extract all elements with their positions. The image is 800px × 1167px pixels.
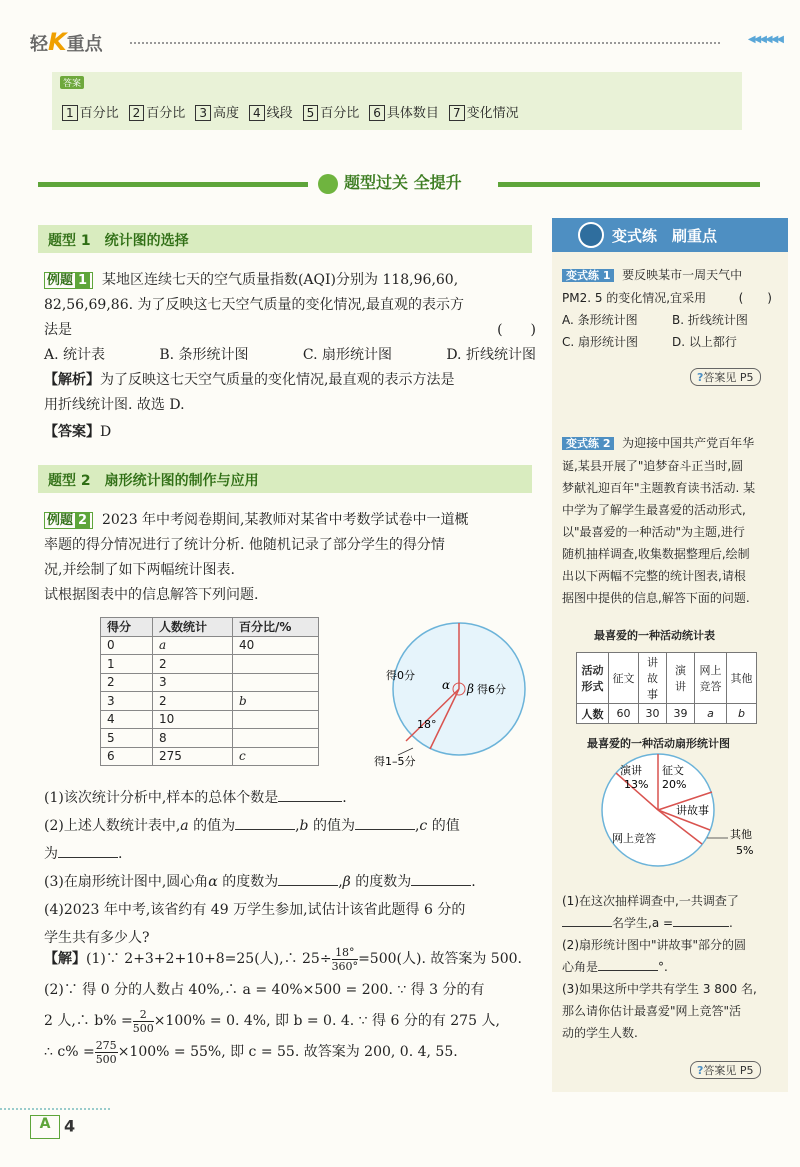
answer-item: 5 百分比 <box>303 102 360 121</box>
leader-line <box>398 748 413 755</box>
page-number: A 4 <box>30 1115 75 1139</box>
option-d: D. 折线统计图 <box>446 347 536 363</box>
see-answer-link-2[interactable]: ?答案见 P5 <box>690 1061 761 1079</box>
example1: 例题 1 某地区连续七天的空气质量指数(AQI)分别为 118,96,60, 82,56,69,86. 为了反映这七天空气质量的变化情况,最直观的表示方 法是 ( ) A. 统计表 B. 条形统计图 C. 扇形统计图 D. 折线统计图 【解析】为了反映这七天空气质量的变化情况,最直观的表示方法是 用折线统计图. 故选 D. 【答案】D <box>44 272 536 440</box>
pie-label-one-five: 得1–5分 <box>374 755 416 768</box>
table-row: 0 a 40 <box>101 636 319 655</box>
table-row: 5 8 <box>101 729 319 748</box>
table-row: 人数 60 30 39 a b <box>577 704 757 724</box>
globe-icon <box>318 174 338 194</box>
pie-label-essay: 征文 <box>662 764 684 777</box>
score-pie-chart <box>368 615 538 775</box>
pie-label-other-pct: 5% <box>736 844 754 857</box>
footer-divider <box>0 1108 110 1110</box>
answer-item: 3 高度 <box>195 102 239 121</box>
pie-label-online: 网上竞答 <box>612 832 656 845</box>
table-header-row: 得分 人数统计 百分比/% <box>101 618 319 637</box>
arrows-icon: ◀◀◀◀◀◀ <box>747 34 782 45</box>
table-row: 6 275 c <box>101 747 319 766</box>
variant1: 变式练 1 要反映某市一周天气中 PM2. 5 的变化情况,宜采用 ( ) A. 条形统计图 B. 折线统计图 C. 扇形统计图 D. 以上都行 <box>562 268 772 349</box>
table-row: 2 3 <box>101 673 319 692</box>
pie-label-speech: 演讲 <box>620 764 642 777</box>
table-row: 4 10 <box>101 710 319 729</box>
pie-label-speech-pct: 13% <box>624 778 649 791</box>
answer-item: 7 变化情况 <box>449 102 519 121</box>
header-divider <box>130 42 720 44</box>
score-table <box>100 617 319 766</box>
right-column-header: 变式练 刷重点 <box>552 218 788 252</box>
answer-box <box>52 72 742 130</box>
pie-label-beta: β <box>467 682 474 696</box>
pie-label-other: 其他 <box>730 828 752 841</box>
variant1-tag: 变式练 1 <box>562 269 614 282</box>
page-header <box>30 28 790 58</box>
answer-tag: 答案 <box>60 76 84 89</box>
banner-bar-left <box>38 182 308 187</box>
table-row: 活动形式 征文 讲故事 演讲 网上竞答 其他 <box>577 653 757 704</box>
variant2-questions: (1)在这次抽样调查中,一共调查了 名学生,a = . (2)扇形统计图中"讲故事"部分的圆 心角是 °. (3)如果这所中学共有学生 3 800 名, 那么请你估计最喜爱"网上竞答"活 动的学生人数. <box>562 894 757 1040</box>
variant2-tag: 变式练 2 <box>562 437 614 450</box>
table-row: 1 2 <box>101 655 319 674</box>
option-b: B. 条形统计图 <box>159 347 249 363</box>
activity-table <box>576 652 757 724</box>
activity-pie-title: 最喜爱的一种活动扇形统计图 <box>587 737 730 750</box>
section-banner <box>38 165 760 205</box>
answer-items <box>62 102 519 121</box>
pie-label-story: 讲故事 <box>676 804 709 817</box>
answer-item: 6 具体数目 <box>369 102 439 121</box>
see-answer-link-1[interactable]: ?答案见 P5 <box>690 368 761 386</box>
example2-solution: 【解】(1)∵ 2+3+2+10+8=25(人),∴ 25÷ $\frac{18^\circ}{360^\circ}$ =500(人). 故答案为 500. (2)∵ 得 0 分的人数占 40%,∴ a = 40%×500 = 200. ∵ 得 3 分的有 2 人,∴ b% = $\frac{2}{500}$ ×100% = 0. 4%, 即 b = 0. 4. ∵ 得 6 分的有 275 人, ∴ c% = $\frac{275}{500}$ ×100% = 55%, 即 c = 55. 故答案为 200, 0. 4, 55. <box>44 945 522 1066</box>
pie-label-alpha: α <box>442 678 451 692</box>
answer-item: 4 线段 <box>249 102 293 121</box>
answer-mark-icon: ? <box>697 371 704 384</box>
activity-pie-chart <box>580 752 780 868</box>
option-c: C. 扇形统计图 <box>302 347 392 363</box>
example2-stem: 例题 2 2023 年中考阅卷期间,某教师对某省中考数学试卷中一道概 率题的得分情况进行了统计分析. 他随机记录了部分学生的得分情 况,并绘制了如下两幅统计图表. 试根据图表中的信息解答下列问题. <box>44 512 469 603</box>
type2-header: 题型 2 扇形统计图的制作与应用 <box>38 465 532 493</box>
student-icon <box>578 222 604 248</box>
pie-label-essay-pct: 20% <box>662 778 687 791</box>
banner-title: 题型过关 全提升 <box>318 170 462 194</box>
answer-item: 2 百分比 <box>129 102 186 121</box>
table-row: 3 2 b <box>101 692 319 711</box>
activity-table-title: 最喜爱的一种活动统计表 <box>594 629 715 642</box>
banner-bar-right <box>498 182 760 187</box>
pie-label-six: 得6分 <box>477 683 506 696</box>
book-logo-icon: A <box>30 1115 60 1139</box>
option-a: A. 统计表 <box>44 347 106 363</box>
variant2: 变式练 2 为迎接中国共产党百年华 诞,某县开展了"追梦奋斗正当时,圆 梦献礼迎百年"主题教育读书活动. 某 中学为了解学生最喜爱的活动形式, 以"最喜爱的一种活动"为主题,进行 随机抽样调查,收集数据整理后,绘制 出以下两幅不完整的统计图表,请根 据图中提供的信息,解答下面的问题. <box>562 436 756 605</box>
example1-tag: 例题 1 <box>44 272 93 289</box>
brand-logo: 轻K重点 <box>30 28 103 56</box>
pie-label-zero: 得0分 <box>386 669 415 682</box>
answer-item: 1 百分比 <box>62 102 119 121</box>
answer-mark-icon: ? <box>697 1064 704 1077</box>
example2-questions: (1)该次统计分析中,样本的总体个数是 . (2)上述人数统计表中,a 的值为 ,b 的值为 ,c 的值 为 . (3)在扇形统计图中,圆心角α 的度数为 ,β 的度数为 . (4)2023 年中考,该省约有 49 万学生参加,试估计该省此题得 6 分的 学生共有多少人? <box>44 790 476 946</box>
type1-header: 题型 1 统计图的选择 <box>38 225 532 253</box>
example2-tag: 例题 2 <box>44 512 93 529</box>
pie-label-deg: 18° <box>417 718 437 731</box>
